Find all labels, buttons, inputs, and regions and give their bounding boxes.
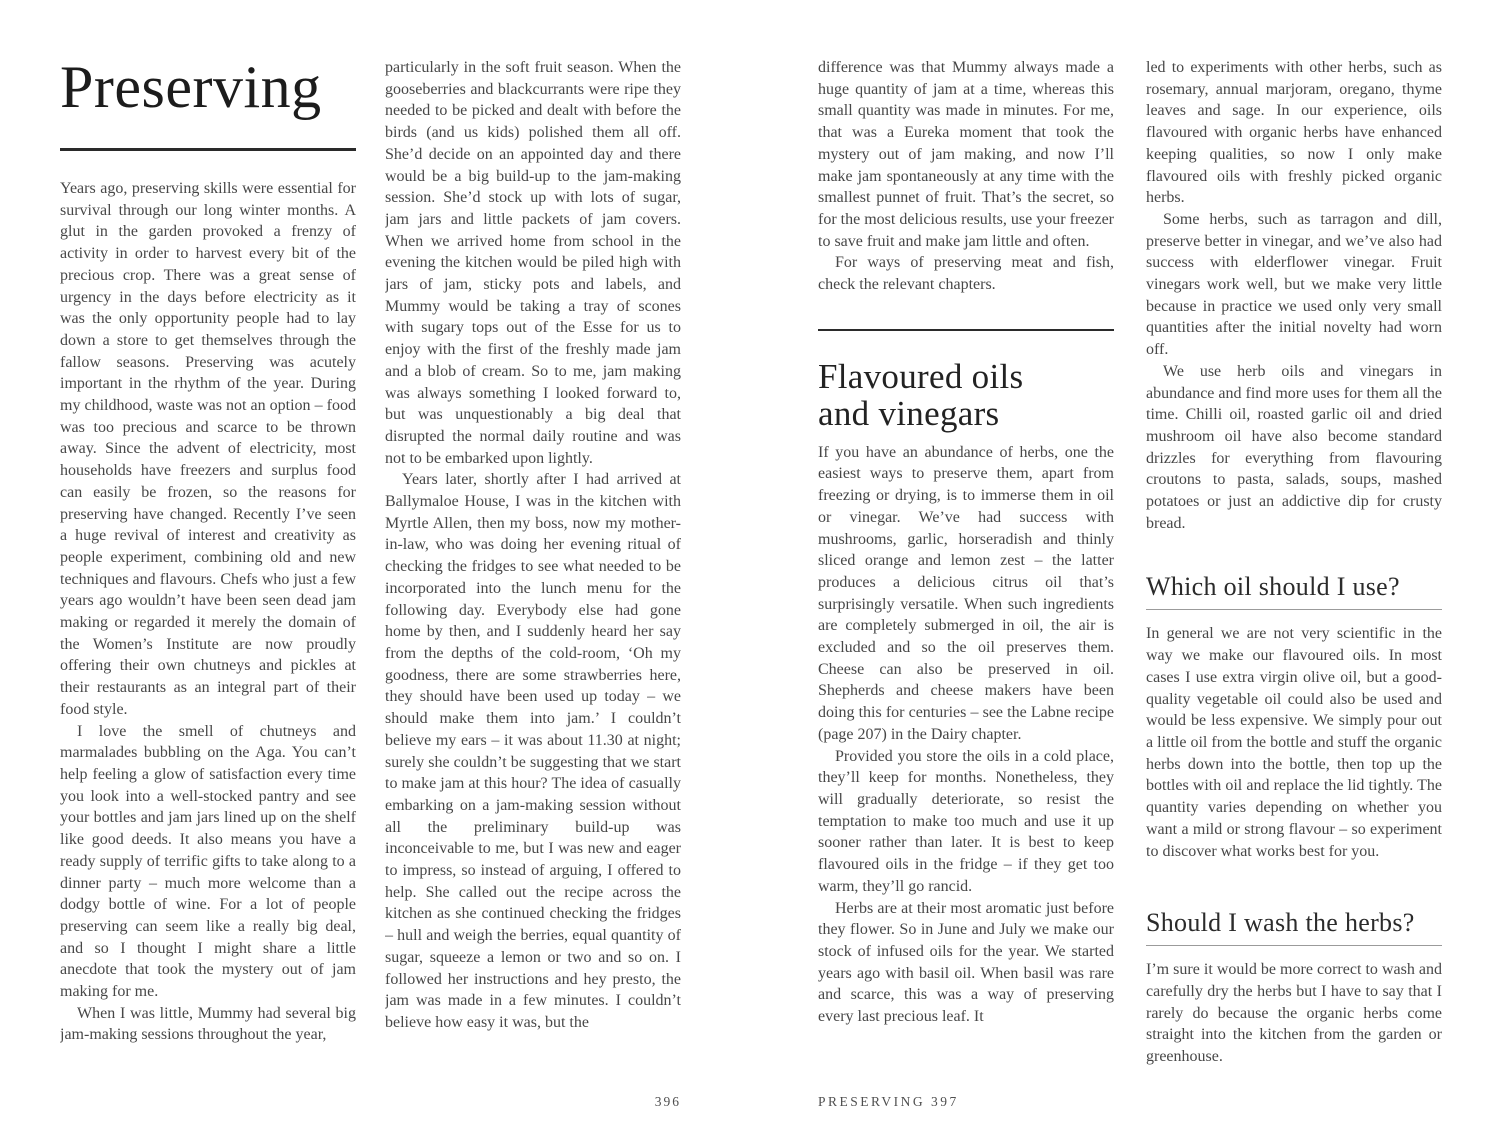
- paragraph: For ways of preserving meat and fish, check the relevant chapters.: [818, 254, 1114, 294]
- paragraph: Some herbs, such as tarragon and dill, preserve better in vinegar, and we’ve also had success with elderflower vinegar. Fruit vinegars work well, but we make very little because in practice we used only very small quantities after the initial novelty had worn off.: [1146, 210, 1442, 359]
- right-page-running-head: PRESERVING 397: [818, 1094, 959, 1109]
- paragraph: particularly in the soft fruit season. When the gooseberries and blackcurrants were ripe they needed to be picked and dealt with before the birds (and us kids) polished them all off. She’d decide on an appointed day and there would be a big build-up to the jam-making session. She’d stock up with lots of sugar, jam jars and little packets of jam covers. When we arrived home from school in the evening the kitchen would be piled high with jars of jam, sticky pots and labels, and Mummy would be taking a tray of scones with sugary tops out of the Esse for us to enjoy with the first of the freshly made jam and a blob of cream. So to me, jam making was always something I looked forward to, but was unquestionably a big deal that disrupted the normal daily routine and was not to be embarked upon lightly.: [385, 59, 681, 467]
- paragraph: Herbs are at their most aromatic just before they flower. So in June and July we make our stock of infused oils for the year. We started years ago with basil oil. When basil was rare and scarce, this was a way of preserving every last precious leaf. It: [818, 899, 1114, 1026]
- paragraph: Years ago, preserving skills were essential for survival through our long winter months. A glut in the garden provoked a frenzy of activity in order to harvest every bit of the precious crop. There was a great sense of urgency in the days before electricity as it was the only opportunity people had to lay down a store to get themselves through the fallow seasons. Preserving was acutely important in the rhythm of the year. During my childhood, waste was not an option – food was too precious and scarce to be thrown away. Since the advent of electricity, most households have freezers and surplus food can easily be frozen, so the reasons for preserving have changed. Recently I’ve seen a huge revival of interest and creativity as people experiment, combining old and new techniques and flavours. Chefs who just a few years ago wouldn’t have been seen dead jam making or regarded it merely the domain of the Women’s Institute are now proudly offering their own chutneys and pickles at their restaurants as an integral part of their food style.: [60, 180, 356, 718]
- paragraph: I love the smell of chutneys and marmalades bubbling on the Aga. You can’t help feeling a glow of satisfaction every time you look into a well-stocked pantry and see your bottles and jam jars lined up on the shelf like good deeds. It also means you have a ready supply of terrific gifts to take along to a dinner party – much more welcome than a dodgy bottle of wine. For a lot of people preserving can seem like a really big deal, and so I thought I might share a little anecdote that took the mystery out of jam making for me.: [60, 722, 356, 1001]
- right-page-column-1: [818, 57, 1114, 1105]
- column-1-body: [60, 178, 356, 1046]
- section-heading-flavoured-oils: [818, 358, 1114, 432]
- paragraph: led to experiments with other herbs, such as rosemary, annual marjoram, oregano, thyme leaves and sage. In our experience, oils flavoured with organic herbs have enhanced keeping qualities, so now I only make flavoured oils with freshly picked organic herbs.: [1146, 59, 1442, 207]
- paragraph: Provided you store the oils in a cold place, they’ll keep for months. Nonetheless, they will gradually deteriorate, so resist the temptation to make too much and use it up sooner rather than later. It is best to keep flavoured oils in the fridge – if they get too warm, they’ll go rancid.: [818, 747, 1114, 895]
- chapter-title: Preserving: [60, 56, 322, 120]
- sub-heading-rule: [1146, 609, 1442, 610]
- paragraph: We use herb oils and vinegars in abundance and find more uses for them all the time. Chilli oil, roasted garlic oil and dried mushroom oil have also become standard drizzles for everything from flavouring croutons to pasta, salads, soups, mashed potatoes or just an addictive dip for crusty bread.: [1146, 362, 1442, 532]
- paragraph: If you have an abundance of herbs, one the easiest ways to preserve them, apart from freezing or drying, is to immerse them in oil or vinegar. We’ve had success with mushrooms, garlic, horseradish and thinly sliced orange and lemon zest – the latter produces a delicious citrus oil that’s surprisingly versatile. When such ingredients are completely submerged in oil, the air is excluded and so the oil preserves them. Cheese can also be preserved in oil. Shepherds and cheese makers have been doing this for centuries – see the Labne recipe (page 207) in the Dairy chapter.: [818, 443, 1114, 743]
- left-page-column-1: [60, 56, 356, 1104]
- paragraph: difference was that Mummy always made a huge quantity of jam at a time, whereas this small quantity was made in minutes. For me, that was a Eureka moment that took the mystery out of jam making, and now I’ll make jam spontaneously at any time with the smallest punnet of fruit. That’s the secret, so for the most delicious results, use your freezer to save fruit and make jam little and often.: [818, 59, 1114, 250]
- left-page-column-2: [385, 57, 681, 1105]
- section-heading-line-2: and vinegars: [818, 393, 1000, 433]
- left-page-number: 396: [654, 1094, 681, 1109]
- paragraph: When I was little, Mummy had several big jam-making sessions throughout the year,: [60, 1004, 356, 1044]
- chapter-title-rule: [60, 148, 356, 151]
- right-page-column-2: [1146, 57, 1442, 1105]
- sub-heading-wash-herbs: Should I wash the herbs?: [1146, 908, 1415, 938]
- paragraph: I’m sure it would be more correct to wash and carefully dry the herbs but I have to say that I rarely do because the organic herbs come straight into the kitchen from the garden or greenhouse.: [1146, 961, 1442, 1066]
- paragraph: In general we are not very scientific in the way we make our flavoured oils. In most cases I use extra virgin olive oil, but a good-quality vegetable oil could also be used and would be less expensive. We simply pour out a little oil from the bottle and stuff the organic herbs down into the bottle, then top up the bottles with oil and replace the lid tightly. The quantity varies depending on whether you want a mild or strong flavour – so experiment to discover what works best for you.: [1146, 625, 1442, 860]
- paragraph: Years later, shortly after I had arrived at Ballymaloe House, I was in the kitchen with Myrtle Allen, then my boss, now my mother-in-law, who was doing her evening ritual of checking the fridges to see what needed to be incorporated into the lunch menu for the following day. Everybody else had gone home by then, and I suddenly heard her say from the depths of the cold-room, ‘Oh my goodness, there are some strawberries here, they should have been used up today – we should make them into jam.’ I couldn’t believe my ears – it was about 11.30 at night; surely she couldn’t be suggesting that we start to make jam at this hour? The idea of casually embarking on a jam-making session without all the preliminary build-up was inconceivable to me, but I was new and eager to impress, so instead of arguing, I offered to help. She called out the recipe across the kitchen as she continued checking the fridges – hull and weigh the berries, equal quantity of sugar, squeeze a lemon or two and so on. I followed her instructions and hey presto, the jam was made in a few minutes. I couldn’t believe how easy it was, but the: [385, 471, 681, 1031]
- sub-heading-rule: [1146, 945, 1442, 946]
- section-heading-line-1: Flavoured oils: [818, 356, 1024, 396]
- sub-heading-which-oil: Which oil should I use?: [1146, 572, 1400, 602]
- section-rule: [818, 329, 1114, 331]
